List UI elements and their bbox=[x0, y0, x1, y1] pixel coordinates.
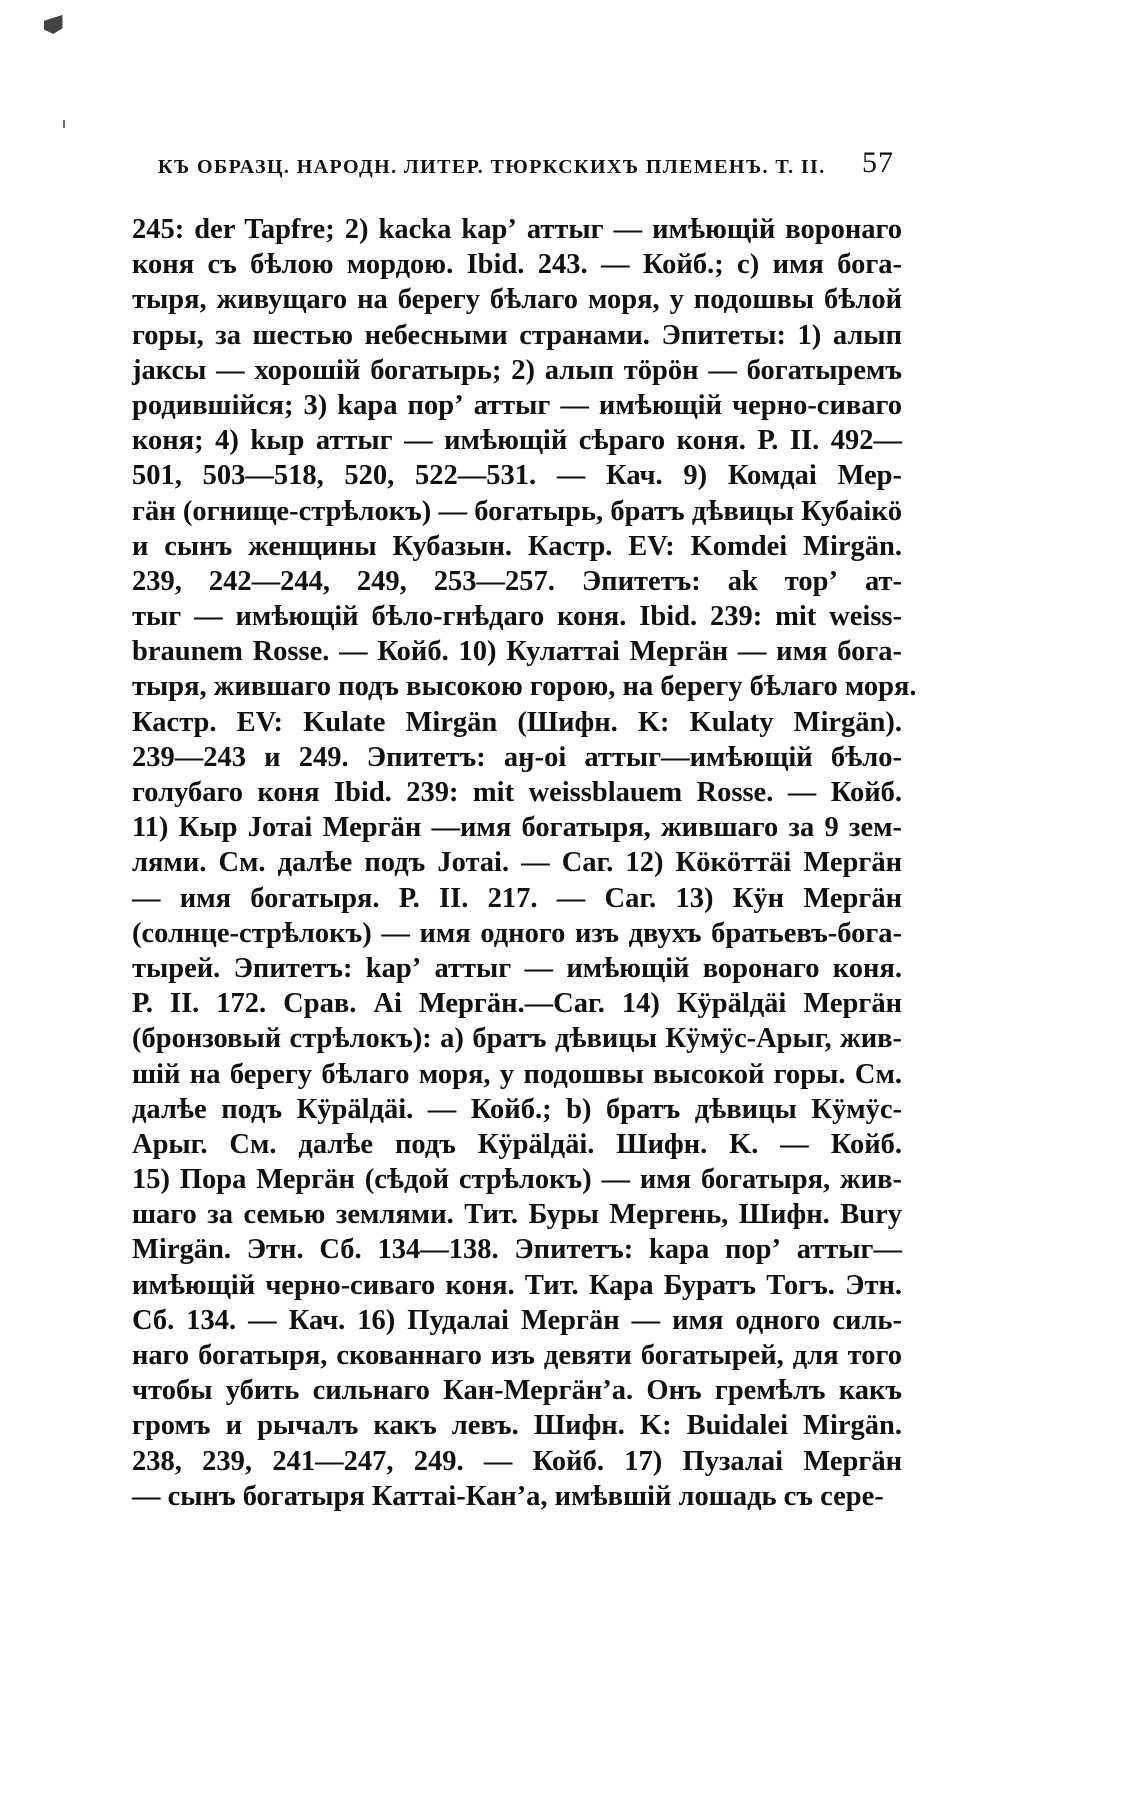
text-line: Р. II. 172. Срав. Аі Мергӓн.—Саг. 14) Кӱрӓlдӓі Мергӓн bbox=[132, 988, 902, 1020]
text-line: горы, за шестью небесными странами. Эпитеты: 1) алып bbox=[132, 319, 902, 351]
text-line: и сынъ женщины Кубазын. Кастр. EV: Komdei Mirgän. bbox=[132, 530, 902, 562]
text-line: 501, 503—518, 520, 522—531. — Кач. 9) Комдаі Мер- bbox=[132, 460, 902, 492]
margin-speck bbox=[63, 120, 65, 128]
text-line: родившійся; 3) kapa порʼ аттыг — имѣющій черно-сиваго bbox=[132, 389, 902, 421]
text-line: 239, 242—244, 249, 253—257. Эпитетъ: ak торʼ ат- bbox=[132, 565, 902, 597]
text-line: тырей. Эпитетъ: kapʼ аттыг — имѣющій воронаго коня. bbox=[132, 952, 902, 984]
body-text bbox=[132, 212, 917, 1514]
text-line: гӓн (огнище-стрѣлокъ) — богатырь, братъ дѣвицы Кубаікӧ bbox=[132, 495, 902, 527]
text-line: наго богатыря, скованнаго изъ девяти богатырей, для того bbox=[132, 1340, 902, 1371]
text-line: тыг — имѣющій бѣло-гнѣдаго коня. Ibid. 239: mit weiss- bbox=[132, 601, 902, 633]
text-line: коня съ бѣлою мордою. Ibid. 243. — Койб.; c) имя бога- bbox=[132, 249, 902, 281]
text-line: коня; 4) kыр аттыг — имѣющій сѣраго коня. Р. II. 492— bbox=[132, 425, 902, 457]
text-line: (солнце-стрѣлокъ) — имя одного изъ двухъ братьевъ-бога- bbox=[132, 917, 902, 949]
text-line: 245: der Tapfre; 2) kacka kapʼ аттыг — имѣющій воронаго bbox=[132, 214, 902, 245]
text-line: Mirgän. Этн. Сб. 134—138. Эпитетъ: kapa порʼ аттыг— bbox=[132, 1234, 902, 1266]
text-line: 239—243 и 249. Эпитетъ: аӈ-оі аттыг—имѣющій бѣло- bbox=[132, 741, 902, 773]
text-line: 11) Кыр Јотаі Мергӓн —имя богатыря, жившаго за 9 зем- bbox=[132, 812, 902, 844]
text-line: jaксы — хорошій богатырь; 2) алып тӧрӧн — богатыремъ bbox=[132, 354, 902, 386]
text-line: шаго за семью землями. Тит. Буры Мергень, Шифн. Bury bbox=[132, 1199, 902, 1231]
page-number: 57 bbox=[862, 146, 894, 179]
text-line: — имя богатыря. Р. II. 217. — Саг. 13) Кӱн Мергӓн bbox=[132, 882, 902, 914]
running-header bbox=[158, 146, 898, 186]
text-line: далѣе подъ Кӱрӓlдӓі. — Койб.; b) братъ дѣвицы Кӱмӱс- bbox=[132, 1093, 902, 1125]
text-line: тыря, жившаго подъ высокою горою, на берегу бѣлаго моря. bbox=[132, 671, 917, 703]
print-mark bbox=[44, 12, 90, 34]
text-line: (бронзовый стрѣлокъ): a) братъ дѣвицы Кӱмӱс-Арыг, жив- bbox=[132, 1023, 902, 1055]
running-title: КЪ ОБРАЗЦ. НАРОДН. ЛИТЕР. ТЮРКСКИХЪ ПЛЕМЕНЪ. Т. II. bbox=[158, 156, 826, 178]
text-line: чтобы убить сильнаго Кан-Мергӓнʼа. Онъ гремѣлъ какъ bbox=[132, 1375, 902, 1407]
text-line: 15) Пора Мергӓн (сѣдой стрѣлокъ) — имя богатыря, жив- bbox=[132, 1164, 902, 1196]
text-line: — сынъ богатыря Каттаі-Канʼа, имѣвшій лошадь съ сере- bbox=[132, 1480, 884, 1512]
text-line: braunem Rosse. — Койб. 10) Кулаттаі Мергӓн — имя бога- bbox=[132, 636, 902, 668]
text-line: имѣющій черно-сиваго коня. Тит. Кара Буратъ Тогъ. Этн. bbox=[132, 1269, 902, 1301]
text-line: Кастр. EV: Kulate Mirgän (Шифн. K: Kulaty Mirgän). bbox=[132, 706, 902, 738]
text-line: Арыг. См. далѣе подъ Кӱрӓlдӓі. Шифн. K. — Койб. bbox=[132, 1128, 902, 1160]
text-line: Сб. 134. — Кач. 16) Пудалаі Мергӓн — имя одного силь- bbox=[132, 1304, 902, 1336]
text-line: тыря, живущаго на берегу бѣлаго моря, у подошвы бѣлой bbox=[132, 284, 902, 316]
text-line: лями. См. далѣе подъ Јотаі. — Саг. 12) Кӧкӧттӓі Мергӓн bbox=[132, 847, 902, 879]
text-line: громъ и рычалъ какъ левъ. Шифн. K: Buidalei Mirgän. bbox=[132, 1410, 902, 1442]
text-line: 238, 239, 241—247, 249. — Койб. 17) Пузалаі Мергӓн bbox=[132, 1445, 902, 1477]
text-line: голубаго коня Ibid. 239: mit weissblauem Rosse. — Койб. bbox=[132, 777, 902, 808]
text-line: шій на берегу бѣлаго моря, у подошвы высокой горы. См. bbox=[132, 1058, 902, 1090]
